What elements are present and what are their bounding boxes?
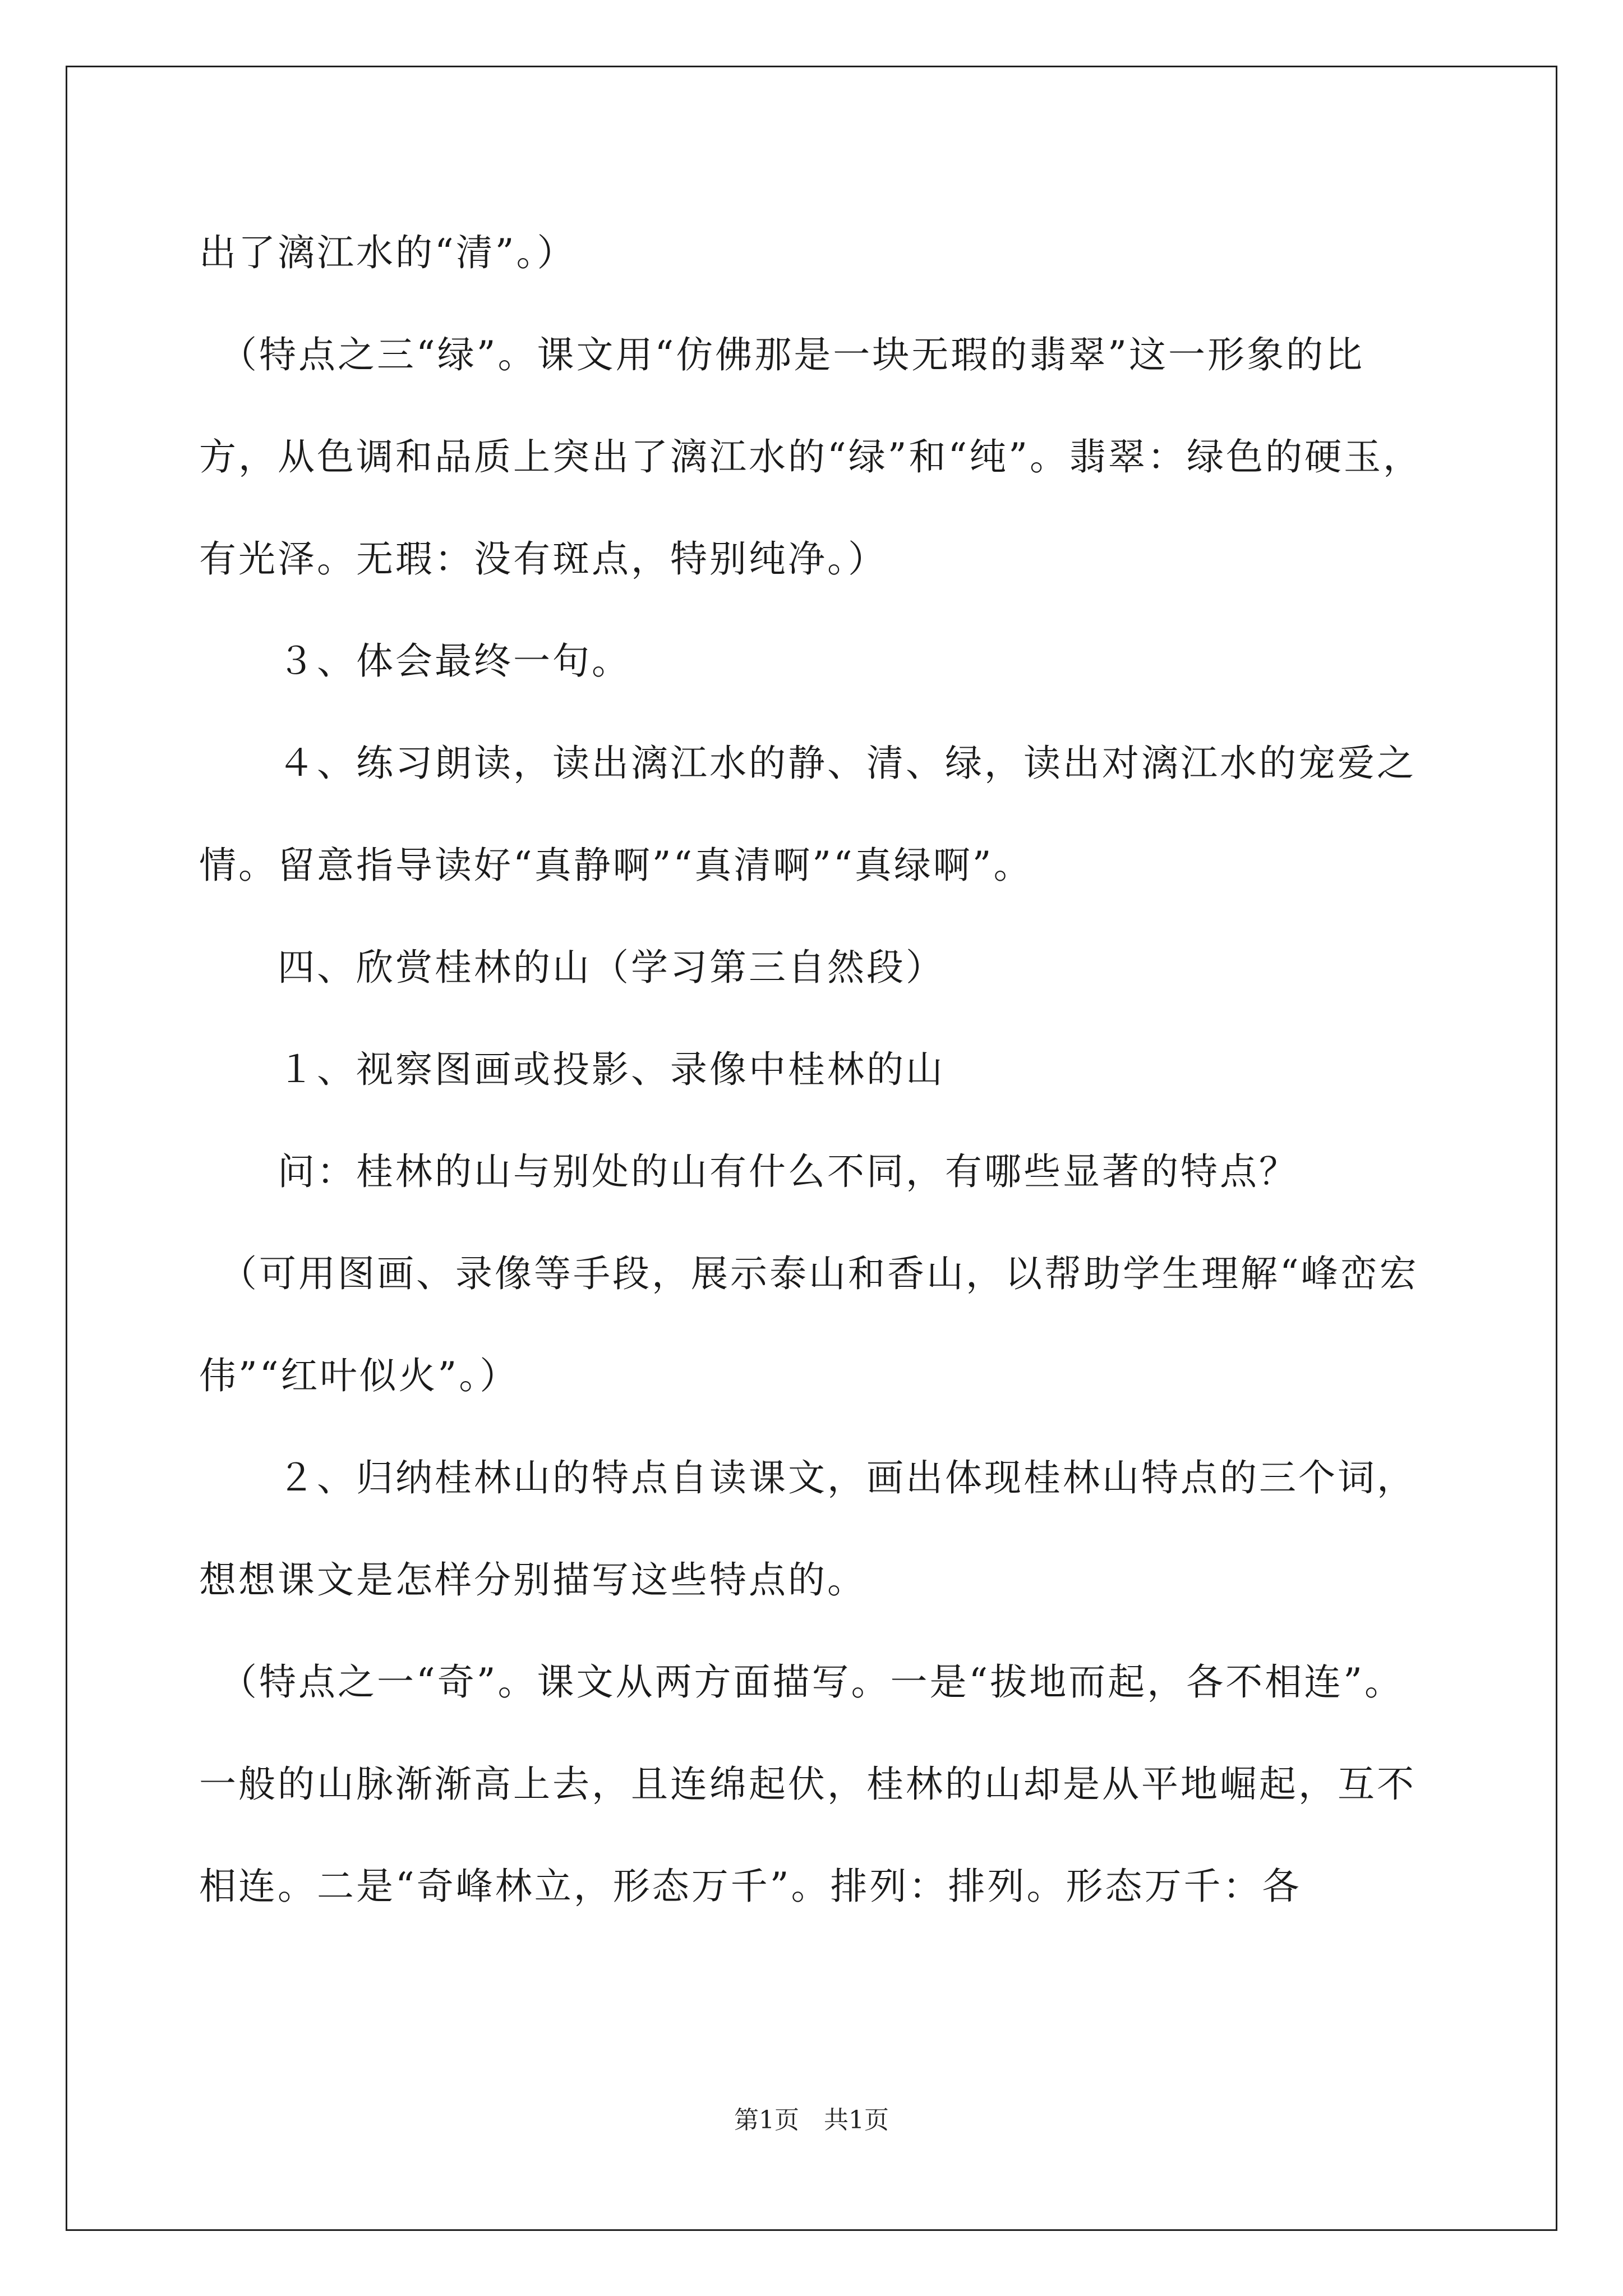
document-body	[199, 202, 1436, 1938]
page-number-footer: 第1页 共1页	[734, 2106, 889, 2134]
paragraph: 问：桂林的山与别处的山有什么不同，有哪些显著的特点？	[199, 1150, 1298, 1193]
paragraph: ３、体会最终一句。	[199, 639, 631, 683]
paragraph: 出了漓江水的“清”。）	[199, 231, 577, 274]
paragraph: 四、欣赏桂林的山（学习第三自然段）	[199, 946, 945, 989]
paragraph: （特点之一“奇”。课文从两方面描写。一是“拔地而起，各不相连”。一般的山脉渐渐高上去，且连绵起伏，桂林的山却是从平地崛起，互不相连。二是“奇峰林立，形态万千”。排列：排列。形态万千：各	[199, 1660, 1416, 1908]
paragraph: ４、练习朗读，读出漓江水的静、清、绿，读出对漓江水的宠爱之情。留意指导读好“真静啊”“真清啊”“真绿啊”。	[199, 742, 1416, 887]
paragraph: （可用图画、录像等手段，展示泰山和香山，以帮助学生理解“峰峦宏伟”“红叶似火”。）	[199, 1252, 1419, 1397]
paragraph: （特点之三“绿”。课文用“仿佛那是一块无瑕的翡翠”这一形象的比方，从色调和品质上突出了漓江水的“绿”和“纯”。翡翠：绿色的硬玉，有光泽。无瑕：没有斑点，特别纯净。）	[199, 333, 1422, 581]
paragraph: １、视察图画或投影、录像中桂林的山	[199, 1048, 945, 1091]
paragraph: ２、归纳桂林山的特点自读课文，画出体现桂林山特点的三个词，想想课文是怎样分别描写这些特点的。	[199, 1456, 1416, 1602]
